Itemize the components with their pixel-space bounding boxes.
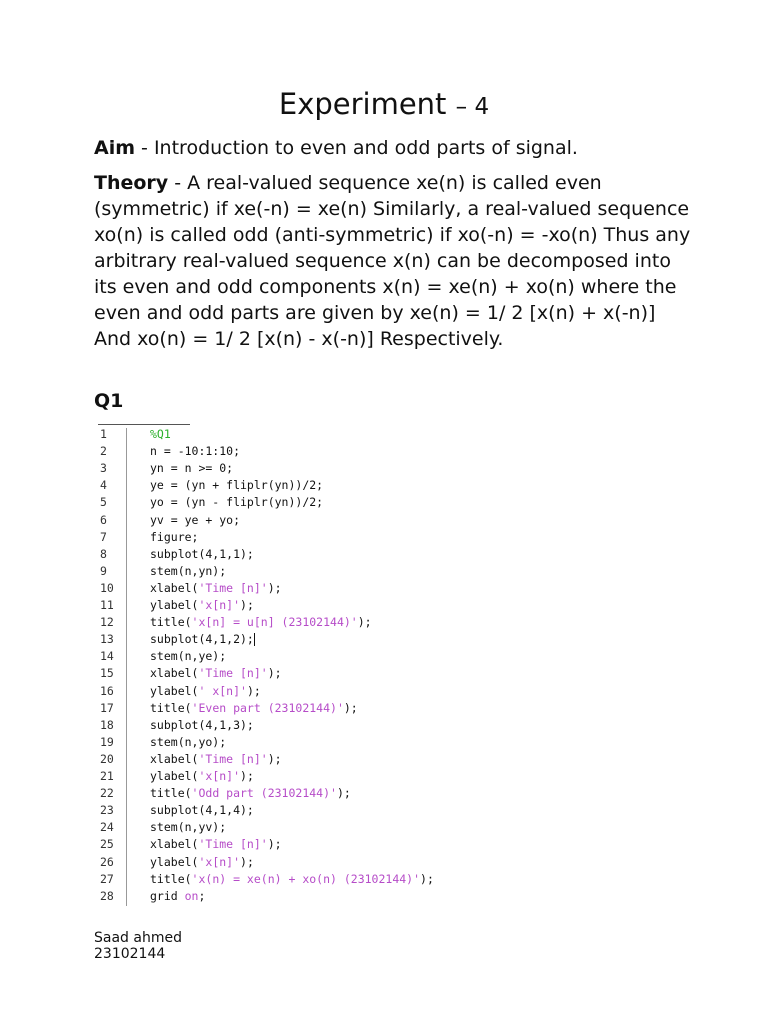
theory-label: Theory (94, 172, 169, 194)
line-number: 16 (100, 683, 114, 698)
title-number: – 4 (455, 94, 490, 120)
code-text (150, 477, 323, 494)
code-text (150, 580, 282, 597)
code-string: 'Even part (23102144)' (191, 700, 344, 715)
code-text (150, 836, 282, 853)
line-number: 26 (100, 854, 114, 869)
code-token: xlabel( (150, 751, 199, 766)
code-token: title( (150, 786, 192, 801)
code-text (150, 597, 254, 614)
code-string: 'x[n]' (198, 769, 241, 783)
code-token: grid (150, 888, 185, 903)
line-number: 8 (100, 546, 107, 561)
code-text (150, 665, 282, 682)
code-text (150, 717, 254, 734)
line-number: 21 (100, 769, 114, 783)
code-text (150, 854, 254, 871)
code-token: xlabel( (150, 580, 199, 595)
line-number: 22 (100, 786, 114, 801)
code-token: ye = (yn + fliplr(yn))/2; (150, 478, 324, 493)
code-token: ylabel( (150, 769, 199, 783)
author-name: Saad ahmed (94, 930, 182, 946)
text-cursor (254, 633, 255, 646)
line-number: 7 (100, 529, 107, 544)
code-token: title( (150, 700, 192, 715)
code-token: stem(n,ye); (150, 649, 227, 664)
code-token: title( (150, 871, 192, 886)
code-string: on (184, 888, 199, 903)
code-token: ); (240, 854, 254, 869)
line-number: 4 (100, 478, 107, 493)
line-number: 1 (100, 427, 107, 441)
code-text (150, 529, 198, 546)
code-token: xlabel( (150, 666, 199, 681)
line-number: 23 (100, 803, 114, 818)
line-number: 13 (100, 632, 114, 647)
code-token: ); (267, 837, 282, 852)
code-token: ); (357, 615, 372, 630)
page-title (0, 84, 768, 127)
code-string: 'x(n) = xe(n) + xo(n) (23102144)' (191, 871, 421, 886)
code-string: 'Time [n]' (198, 837, 268, 852)
code-token: subplot(4,1,2); (150, 632, 254, 647)
code-token: stem(n,yo); (150, 734, 227, 749)
code-text (150, 802, 254, 819)
line-number: 17 (100, 700, 114, 715)
code-token: subplot(4,1,3); (150, 717, 254, 732)
code-string: 'Time [n]' (198, 666, 268, 681)
line-number: 3 (100, 461, 107, 476)
code-token: yo = (yn - fliplr(yn))/2; (150, 495, 324, 510)
code-token: ); (246, 683, 261, 698)
line-number: 10 (100, 580, 114, 595)
aim-paragraph (94, 135, 694, 161)
aim-label: Aim (94, 137, 136, 159)
code-text (150, 494, 323, 511)
code-token: ); (336, 786, 351, 801)
line-number: 20 (100, 751, 114, 766)
code-token: ); (267, 580, 282, 595)
code-token: ; (198, 888, 206, 903)
code-text (150, 785, 351, 802)
code-text (150, 888, 205, 905)
line-number: 28 (100, 888, 114, 903)
code-text (150, 614, 372, 631)
line-number: 19 (100, 734, 114, 749)
code-text (150, 443, 240, 460)
code-token: stem(n,yv); (150, 820, 227, 835)
code-token: yn = n >= 0; (150, 461, 234, 476)
code-token: ylabel( (150, 683, 199, 698)
theory-text: - A real-valued sequence xe(n) is called even (symmetric) if xe(-n) = xe(n) Similarly, a real-valued sequence xo(n) is called odd (anti-symmetric) if xo(-n) = -xo(n) Thus any arbitrary real-valued sequence x(n) can be decomposed into its even and odd components x(n) = xe(n) + xo(n) where the even and odd parts are given by xe(n) = 1/ 2 [x(n) + x(-n)] And xo(n) = 1/ 2 [x(n) - x(-n)] Respectively. (94, 172, 691, 350)
code-text (150, 648, 226, 665)
code-text (150, 700, 358, 717)
code-text (150, 563, 226, 580)
code-string: 'Time [n]' (198, 580, 268, 595)
footer (94, 930, 182, 962)
line-number: 6 (100, 512, 107, 527)
line-number: 14 (100, 649, 114, 664)
code-text (150, 683, 261, 700)
code-text (150, 426, 171, 443)
line-number: 11 (100, 598, 114, 612)
code-text (150, 460, 233, 477)
code-token: xlabel( (150, 837, 199, 852)
line-number: 25 (100, 837, 114, 852)
code-token: subplot(4,1,4); (150, 803, 254, 818)
code-token: ); (343, 700, 358, 715)
code-text (150, 631, 255, 648)
line-number: 2 (100, 444, 107, 459)
code-text (150, 546, 254, 563)
question-heading: Q1 (94, 390, 124, 412)
code-token: ); (420, 871, 434, 886)
author-id: 23102144 (94, 946, 166, 962)
code-text (150, 734, 226, 751)
code-string: 'x[n]' (198, 598, 241, 612)
theory-paragraph (94, 170, 694, 352)
line-number: 18 (100, 717, 114, 732)
code-string: 'x[n] = u[n] (23102144)' (191, 615, 358, 630)
code-token: ylabel( (150, 854, 199, 869)
code-token: ); (267, 666, 282, 681)
code-token: yv = ye + yo; (150, 512, 241, 527)
code-token: ylabel( (150, 598, 199, 612)
code-token: title( (150, 615, 192, 630)
line-number: 5 (100, 495, 107, 510)
title-text: Experiment (278, 87, 447, 121)
code-token: n = -10:1:10; (150, 444, 241, 459)
code-text (150, 751, 282, 768)
code-text (150, 512, 240, 529)
code-string: 'Odd part (23102144)' (191, 786, 337, 801)
line-number: 9 (100, 563, 107, 578)
code-token: ); (240, 769, 254, 783)
line-number: 15 (100, 666, 114, 681)
code-text (150, 768, 254, 785)
code-comment: %Q1 (150, 427, 171, 441)
line-number: 24 (100, 820, 114, 835)
code-token: subplot(4,1,1); (150, 546, 254, 561)
code-string: 'x[n]' (198, 854, 241, 869)
code-string: 'Time [n]' (198, 751, 268, 766)
code-token: ); (240, 598, 254, 612)
code-token: figure; (150, 529, 199, 544)
code-token: ); (267, 751, 282, 766)
code-top-rule (98, 424, 190, 425)
code-token: stem(n,yn); (150, 563, 227, 578)
code-gutter-divider (126, 428, 127, 906)
code-string: ' x[n]' (198, 683, 247, 698)
code-text (150, 871, 434, 888)
line-number: 27 (100, 871, 114, 886)
aim-text: - Introduction to even and odd parts of signal. (135, 137, 578, 159)
code-text (150, 819, 226, 836)
line-number: 12 (100, 615, 114, 630)
